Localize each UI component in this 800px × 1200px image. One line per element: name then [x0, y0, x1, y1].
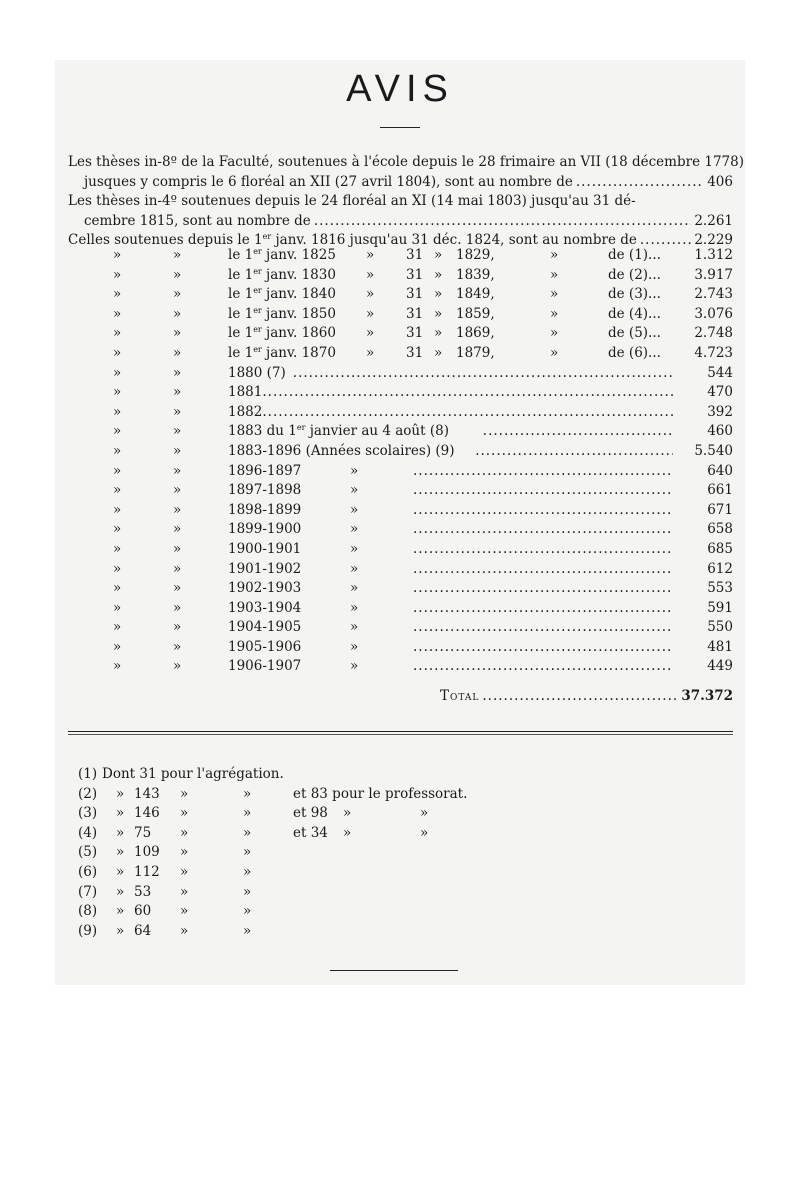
table-row [68, 365, 733, 385]
ditto-mark: » [366, 344, 375, 361]
intro-paragraph [68, 153, 744, 251]
ditto-mark: » [113, 599, 122, 616]
footnote-extra: et 83 pour le professorat. [293, 785, 468, 802]
footnote-ref: de (6)... [608, 344, 661, 361]
footnote [78, 785, 498, 805]
ditto-mark: » [350, 521, 359, 538]
ditto-mark: » [116, 805, 125, 822]
year-label: 1903-1904 [228, 599, 302, 616]
footnote-ref: de (2)... [608, 266, 661, 283]
ditto-mark: » [113, 540, 122, 557]
ditto-mark: » [366, 325, 375, 342]
year-label: 1883 du 1er janvier au 4 août (8) [228, 423, 449, 440]
ditto-mark: » [113, 403, 122, 420]
footnote [78, 765, 498, 785]
footnote-number: (6) [78, 863, 98, 880]
ditto-mark: » [113, 482, 122, 499]
footnote-number: (1) [78, 766, 98, 782]
footnote [78, 824, 498, 844]
ditto-mark: » [420, 824, 429, 841]
footnote-ref: de (3)... [608, 286, 661, 303]
ditto-mark: » [180, 805, 189, 822]
ditto-mark: » [116, 863, 125, 880]
count-value: 2.261 [694, 212, 733, 229]
footnote-count: 146 [134, 805, 160, 822]
count-value: 1.312 [694, 247, 733, 263]
ditto-mark: » [434, 247, 443, 263]
leader-dots [413, 561, 673, 577]
footnote-number: (9) [78, 922, 98, 939]
day-value: 31 [406, 266, 424, 283]
leader-dots [413, 619, 673, 635]
table-row [68, 619, 733, 639]
year-label: 1901-1902 [228, 560, 302, 577]
count-value: 544 [707, 364, 733, 381]
count-value: 470 [707, 384, 733, 401]
table-row [68, 541, 733, 561]
ditto-mark: » [173, 364, 182, 381]
ditto-mark: » [243, 903, 252, 920]
leader-dots [413, 463, 673, 479]
leader-dots [483, 423, 673, 439]
period-end: 1879, [456, 344, 495, 361]
ditto-mark: » [180, 922, 189, 939]
ditto-mark: » [243, 785, 252, 802]
ditto-mark: » [434, 325, 443, 342]
ditto-mark: » [243, 883, 252, 900]
table-row [68, 404, 733, 424]
ditto-mark: » [350, 462, 359, 479]
ditto-mark: » [434, 344, 443, 361]
period-start: le 1er janv. 1870 [228, 344, 336, 361]
table-row [68, 463, 733, 483]
footnote-number: (2) [78, 785, 98, 802]
year-label: 1881 [228, 384, 263, 401]
ditto-mark: » [116, 883, 125, 900]
leader-dots [314, 212, 692, 232]
ditto-mark: » [173, 423, 182, 440]
leader-dots [475, 443, 673, 459]
year-label: 1904-1905 [228, 619, 302, 636]
ditto-mark: » [113, 266, 122, 283]
ditto-mark: » [173, 501, 182, 518]
count-value: 671 [707, 501, 733, 518]
count-value: 612 [707, 560, 733, 577]
footnotes [78, 765, 498, 941]
table-row [68, 286, 733, 306]
count-value: 658 [707, 521, 733, 538]
year-label: 1896-1897 [228, 462, 302, 479]
count-value: 392 [707, 403, 733, 420]
footnote-count: 143 [134, 785, 160, 802]
ditto-mark: » [113, 658, 122, 675]
table-row [68, 443, 733, 463]
count-value: 640 [707, 462, 733, 479]
ditto-mark: » [113, 462, 122, 479]
leader-dots [293, 365, 673, 381]
count-value: 3.076 [694, 305, 733, 322]
ditto-mark: » [243, 805, 252, 822]
year-label: 1902-1903 [228, 580, 302, 597]
day-value: 31 [406, 247, 424, 263]
ditto-mark: » [420, 805, 429, 822]
table-row [68, 267, 733, 287]
intro-line-4 [68, 212, 733, 232]
year-label: 1883-1896 (Années scolaires) (9) [228, 442, 455, 459]
count-value: 550 [707, 619, 733, 636]
ditto-mark: » [180, 883, 189, 900]
period-start: le 1er janv. 1850 [228, 305, 336, 322]
ditto-mark: » [550, 266, 559, 283]
ditto-mark: » [243, 863, 252, 880]
period-start: le 1er janv. 1825 [228, 247, 336, 263]
ditto-mark: » [350, 638, 359, 655]
ditto-mark: » [113, 521, 122, 538]
ditto-mark: » [113, 423, 122, 440]
table-row [68, 639, 733, 659]
ditto-mark: » [434, 305, 443, 322]
total-row [440, 688, 733, 704]
year-label: 1882 [228, 403, 263, 420]
table-row [68, 345, 733, 365]
count-value: 449 [707, 658, 733, 675]
count-value: 406 [707, 173, 733, 190]
intro-line-3 [68, 192, 733, 212]
intro-text-3: Les thèses in-4º soutenues depuis le 24 floréal an XI (14 mai 1803) jusqu'au 31 dé- [68, 193, 636, 210]
ditto-mark: » [173, 619, 182, 636]
ditto-mark: » [113, 344, 122, 361]
footnote-number: (4) [78, 824, 98, 841]
total-label: Total [440, 688, 480, 704]
leader-dots [413, 482, 673, 498]
year-label: 1900-1901 [228, 540, 302, 557]
table-row [68, 306, 733, 326]
ditto-mark: » [550, 305, 559, 322]
table-row [68, 325, 733, 345]
ditto-mark: » [173, 521, 182, 538]
ditto-mark: » [173, 286, 182, 303]
footnote-count: 109 [134, 844, 160, 861]
ditto-mark: » [343, 824, 352, 841]
year-label: 1905-1906 [228, 638, 302, 655]
ditto-mark: » [116, 824, 125, 841]
table-row [68, 561, 733, 581]
table-row [68, 580, 733, 600]
ditto-mark: » [173, 599, 182, 616]
ditto-mark: » [173, 266, 182, 283]
ditto-mark: » [243, 844, 252, 861]
ditto-mark: » [173, 560, 182, 577]
ditto-mark: » [116, 903, 125, 920]
ditto-mark: » [343, 805, 352, 822]
leader-dots [413, 521, 673, 537]
ditto-mark: » [180, 903, 189, 920]
ditto-mark: » [350, 501, 359, 518]
ditto-mark: » [180, 824, 189, 841]
footnote-number: (3) [78, 805, 98, 822]
count-value: 4.723 [694, 344, 733, 361]
footnote-number: (5) [78, 844, 98, 861]
footnote-extra: et 98 [293, 805, 328, 822]
ditto-mark: » [113, 638, 122, 655]
footnote [78, 922, 498, 942]
footnote-number: (8) [78, 903, 98, 920]
leader-dots [413, 502, 673, 518]
footnote [78, 863, 498, 883]
table-row [68, 600, 733, 620]
ditto-mark: » [173, 638, 182, 655]
footnote [78, 902, 498, 922]
period-start: le 1er janv. 1860 [228, 325, 336, 342]
counts-table [68, 247, 733, 678]
ditto-mark: » [350, 560, 359, 577]
footnote [78, 804, 498, 824]
ditto-mark: » [113, 364, 122, 381]
leader-dots [262, 404, 673, 420]
ditto-mark: » [173, 403, 182, 420]
ditto-mark: » [116, 922, 125, 939]
leader-dots [413, 658, 673, 674]
footnote-count: 75 [134, 824, 152, 841]
ditto-mark: » [113, 286, 122, 303]
count-value: 2.229 [694, 232, 733, 249]
day-value: 31 [406, 325, 424, 342]
ditto-mark: » [350, 482, 359, 499]
table-row [68, 658, 733, 678]
ditto-mark: » [113, 580, 122, 597]
leader-dots [413, 541, 673, 557]
ditto-mark: » [550, 286, 559, 303]
ditto-mark: » [113, 619, 122, 636]
ditto-mark: » [366, 247, 375, 263]
ditto-mark: » [366, 286, 375, 303]
count-value: 3.917 [694, 266, 733, 283]
leader-dots [576, 173, 704, 193]
period-end: 1849, [456, 286, 495, 303]
footnote-extra: et 34 [293, 824, 328, 841]
day-value: 31 [406, 286, 424, 303]
count-value: 685 [707, 540, 733, 557]
ditto-mark: » [366, 266, 375, 283]
table-row [68, 482, 733, 502]
ditto-mark: » [350, 658, 359, 675]
count-value: 553 [707, 580, 733, 597]
table-row [68, 502, 733, 522]
footnote-ref: de (1)... [608, 247, 661, 263]
ditto-mark: » [173, 580, 182, 597]
ditto-mark: » [113, 325, 122, 342]
intro-line-2 [68, 173, 733, 193]
ditto-mark: » [173, 462, 182, 479]
footnote-ref: de (4)... [608, 305, 661, 322]
end-rule [330, 970, 458, 971]
footnote-ref: de (5)... [608, 325, 661, 342]
year-label: 1899-1900 [228, 521, 302, 538]
count-value: 591 [707, 599, 733, 616]
footnote-count: 64 [134, 922, 152, 939]
footnote [78, 843, 498, 863]
count-value: 2.743 [694, 286, 733, 303]
period-end: 1829, [456, 247, 495, 263]
count-value: 661 [707, 482, 733, 499]
period-end: 1839, [456, 266, 495, 283]
leader-dots [413, 580, 673, 596]
count-value: 2.748 [694, 325, 733, 342]
footnote-count: 60 [134, 903, 152, 920]
ditto-mark: » [180, 844, 189, 861]
period-start: le 1er janv. 1840 [228, 286, 336, 303]
intro-text-5: Celles soutenues depuis le 1er janv. 1816 jusqu'au 31 déc. 1824, sont au nombre de [68, 232, 637, 249]
page-title: AVIS [346, 68, 454, 110]
ditto-mark: » [350, 580, 359, 597]
ditto-mark: » [366, 305, 375, 322]
count-value: 5.540 [694, 442, 733, 459]
leader-dots [413, 639, 673, 655]
ditto-mark: » [180, 863, 189, 880]
title-rule [380, 127, 420, 128]
ditto-mark: » [550, 247, 559, 263]
ditto-mark: » [113, 501, 122, 518]
ditto-mark: » [173, 384, 182, 401]
ditto-mark: » [113, 560, 122, 577]
ditto-mark: » [180, 785, 189, 802]
day-value: 31 [406, 344, 424, 361]
count-value: 460 [707, 423, 733, 440]
table-row [68, 384, 733, 404]
leader-dots [482, 688, 678, 704]
ditto-mark: » [173, 344, 182, 361]
intro-text-2: jusques y compris le 6 floréal an XII (27 avril 1804), sont au nombre de [84, 173, 573, 190]
year-label: 1906-1907 [228, 658, 302, 675]
footnote-text: Dont 31 pour l'agrégation. [102, 766, 284, 782]
ditto-mark: » [550, 325, 559, 342]
count-value: 481 [707, 638, 733, 655]
ditto-mark: » [113, 247, 122, 263]
footnote-number: (7) [78, 883, 98, 900]
period-end: 1859, [456, 305, 495, 322]
footnote-count: 112 [134, 863, 160, 880]
ditto-mark: » [434, 286, 443, 303]
ditto-mark: » [173, 442, 182, 459]
intro-line-1 [68, 153, 744, 173]
footnote [78, 883, 498, 903]
ditto-mark: » [173, 247, 182, 263]
ditto-mark: » [173, 482, 182, 499]
year-label: 1897-1898 [228, 482, 302, 499]
ditto-mark: » [243, 824, 252, 841]
year-label: 1898-1899 [228, 501, 302, 518]
ditto-mark: » [434, 266, 443, 283]
ditto-mark: » [113, 384, 122, 401]
ditto-mark: » [173, 305, 182, 322]
intro-text-1: Les thèses in-8º de la Faculté, soutenues à l'école depuis le 28 frimaire an VII (18 décembre 1778) [68, 154, 744, 170]
table-row [68, 521, 733, 541]
ditto-mark: » [173, 658, 182, 675]
ditto-mark: » [243, 922, 252, 939]
ditto-mark: » [350, 619, 359, 636]
leader-dots [413, 600, 673, 616]
total-value: 37.372 [681, 688, 733, 704]
ditto-mark: » [116, 785, 125, 802]
ditto-mark: » [113, 442, 122, 459]
ditto-mark: » [550, 344, 559, 361]
footnote-count: 53 [134, 883, 152, 900]
ditto-mark: » [173, 540, 182, 557]
year-label: 1880 (7) [228, 364, 286, 381]
day-value: 31 [406, 305, 424, 322]
intro-text-4: cembre 1815, sont au nombre de [84, 212, 311, 229]
ditto-mark: » [173, 325, 182, 342]
section-divider [68, 731, 733, 735]
table-row [68, 423, 733, 443]
table-row [68, 247, 733, 267]
leader-dots [262, 384, 673, 400]
period-end: 1869, [456, 325, 495, 342]
ditto-mark: » [350, 540, 359, 557]
ditto-mark: » [113, 305, 122, 322]
ditto-mark: » [350, 599, 359, 616]
period-start: le 1er janv. 1830 [228, 266, 336, 283]
ditto-mark: » [116, 844, 125, 861]
